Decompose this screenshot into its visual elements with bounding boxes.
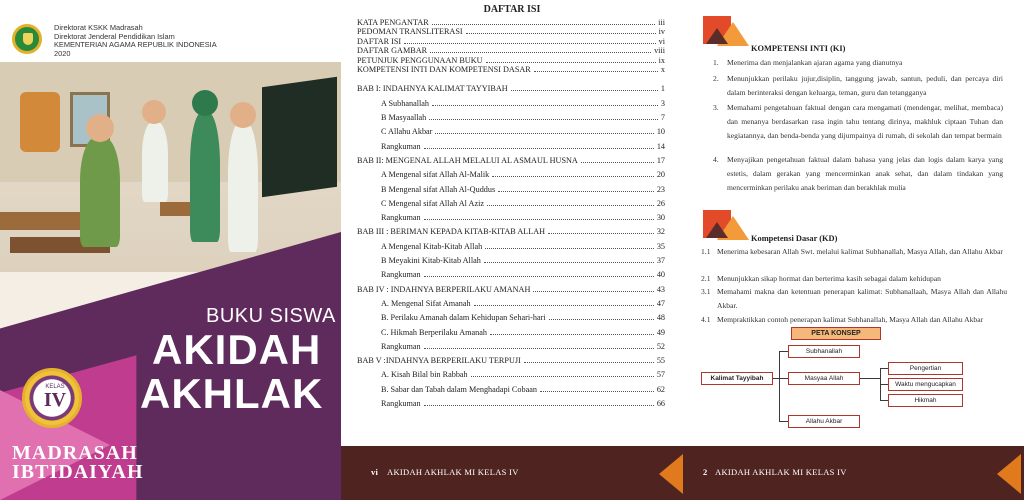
toc-entry-label: A Subhanallah (381, 98, 429, 108)
toc-subentry (381, 267, 665, 279)
toc-entry-label: DAFTAR ISI (357, 36, 402, 46)
toc-subentry (381, 96, 665, 108)
classroom-illustration (0, 62, 341, 272)
toc-entry-label: PEDOMAN TRANSLITERASI (357, 27, 463, 37)
footer-arrow-icon (997, 454, 1021, 494)
toc-entry-page: 62 (656, 384, 665, 394)
ministry-line: 2020 (54, 48, 71, 58)
toc-entry-page: 48 (656, 313, 665, 323)
toc-entry-page: 47 (656, 298, 665, 308)
toc-leader-dots (424, 276, 654, 277)
toc-entry-label: BAB II: MENGENAL ALLAH MELALUI AL ASMAUL HUSNA (357, 155, 578, 165)
toc-leader-dots (540, 391, 654, 392)
book-cover (0, 0, 341, 500)
toc-leader-dots (424, 219, 654, 220)
concept-map-leaf: Pengertian (888, 362, 963, 375)
toc-subentry (381, 396, 665, 408)
competency-page (683, 0, 1024, 500)
toc-entry-page: 49 (656, 327, 665, 337)
toc-subentry (381, 367, 665, 379)
cover-title-line1: AKIDAH (152, 326, 322, 373)
toc-leader-dots (581, 162, 654, 163)
toc-entry-label: Rangkuman (381, 213, 421, 223)
toc-subentry (381, 196, 665, 208)
toc-entry-page: 66 (656, 399, 665, 408)
toc-leader-dots (424, 148, 654, 149)
toc-entry-page: 35 (656, 241, 665, 251)
toc-leader-dots (548, 233, 654, 234)
badge-roman: IV (43, 389, 67, 411)
toc-leader-dots (511, 90, 658, 91)
toc-entry-label: Rangkuman (381, 399, 421, 408)
toc-entry-page: 37 (656, 256, 665, 265)
ki-item: 3. Memahami pengetahuan faktual dengan cara mengamati (mendengar, melihat, membaca) dan menanya berdasarkan rasa ingin tahu tentang dirinya, makhluk ciptaan Tuhan dan kegiatannya, dan benda-benda yang dijumpainya di rumah, di sekolah dan tempat bermain (713, 103, 1003, 141)
ki-item: 4. Menyajikan pengetahuan faktual dalam bahasa yang jelas dan logis dalam karya yang estetis, dalam gerakan yang mencerminkan anak sehat, dan dalam tindakan yang mencerminkan perilaku anak beriman dan berakhlak mulia (713, 155, 1003, 193)
class-badge (22, 368, 82, 428)
concept-map-title: PETA KONSEP (791, 327, 881, 340)
toc-entry-page: 30 (656, 213, 665, 223)
toc-entry-page: 1 (660, 84, 665, 94)
toc-front-entry (357, 62, 665, 74)
toc-leader-dots (534, 71, 658, 72)
kd-heading: Kompetensi Dasar (KD) (751, 234, 838, 243)
toc-entry-label: A. Kisah Bilal bin Rabbah (381, 370, 468, 380)
toc-entry-label: Rangkuman (381, 341, 421, 351)
toc-chapter-entry (357, 353, 665, 365)
toc-entry-page: 52 (656, 341, 665, 351)
toc-chapter-entry (357, 224, 665, 236)
ministry-line: Direktorat Jenderal Pendidikan Islam (54, 31, 175, 41)
kd-item: 1.1 Menerima kebesaran Allah Swt. melalui kalimat Subhanallah, Masya Allah, dan Allahu Akbar (701, 247, 1003, 256)
concept-map-branch: Subhanallah (788, 345, 860, 358)
toc-entry-page: ix (658, 55, 665, 65)
toc-leader-dots (435, 133, 653, 134)
concept-map-branch: Masyaa Allah (788, 372, 860, 385)
toc-entry-label: PETUNJUK PENGGUNAAN BUKU (357, 55, 483, 65)
ministry-emblem-icon (12, 24, 42, 54)
madrasah-line: IBTIDAIYAH (12, 461, 144, 483)
toc-entry-page: 43 (656, 284, 665, 294)
toc-leader-dots (432, 105, 658, 106)
toc-leader-dots (485, 248, 654, 249)
section-icon (703, 210, 749, 240)
toc-footer (341, 446, 683, 500)
concept-map-branch: Allahu Akbar (788, 415, 860, 428)
toc-entry-page: 17 (656, 155, 665, 165)
toc-leader-dots (492, 176, 654, 177)
footer-book-title: AKIDAH AKHLAK MI KELAS IV (387, 467, 519, 477)
toc-subentry (381, 253, 665, 265)
toc-leader-dots (424, 405, 654, 406)
toc-leader-dots (487, 205, 654, 206)
ki-item: 1. Menerima dan menjalankan ajaran agama yang dianutnya (713, 58, 903, 67)
ministry-text (54, 24, 217, 58)
toc-leader-dots (490, 334, 654, 335)
content-footer (683, 446, 1024, 500)
toc-chapter-entry (357, 282, 665, 294)
toc-entry-label: KOMPETENSI INTI DAN KOMPETENSI DASAR (357, 65, 531, 74)
toc-leader-dots (549, 319, 654, 320)
toc-entry-label: C. Hikmah Berperilaku Amanah (381, 327, 487, 337)
toc-entry-label: B. Sabar dan Tabah dalam Menghadapi Cobaan (381, 384, 537, 394)
toc-subentry (381, 239, 665, 251)
toc-subentry (381, 124, 665, 136)
toc-entry-label: Rangkuman (381, 141, 421, 151)
toc-leader-dots (429, 119, 658, 120)
toc-chapter-entry (357, 153, 665, 165)
toc-entry-page: 20 (656, 170, 665, 180)
ministry-line: Direktorat KSKK Madrasah (54, 23, 143, 32)
ministry-line: KEMENTERIAN AGAMA REPUBLIK INDONESIA (54, 40, 217, 50)
toc-leader-dots (484, 262, 654, 263)
footer-arrow-icon (659, 454, 683, 494)
toc-entry-label: C Allahu Akbar (381, 127, 433, 137)
toc-subentry (381, 167, 665, 179)
toc-entry-page: 55 (656, 356, 665, 366)
toc-entry-label: A Mengenal Kitab-Kitab Allah (381, 241, 483, 251)
toc-entry-page: iii (658, 18, 665, 27)
badge-kelas: KELAS (45, 384, 65, 390)
toc-entry-page: 40 (656, 270, 665, 280)
toc-subentry (381, 139, 665, 151)
toc-leader-dots (471, 376, 654, 377)
toc-subentry (381, 110, 665, 122)
toc-subentry (381, 182, 665, 194)
toc-subentry (381, 310, 665, 322)
concept-map-leaf: Hikmah (888, 394, 963, 407)
toc-entry-label: B Meyakini Kitab-Kitab Allah (381, 256, 481, 265)
toc-entry-label: B. Perilaku Amanah dalam Kehidupan Sehari-hari (381, 313, 546, 323)
toc-entry-label: C Mengenal sifat Allah Al Aziz (381, 198, 485, 208)
kd-item: 2.1 Menunjukkan sikap hormat dan berterima kasih sebagai dalam kehidupan (701, 274, 941, 283)
toc-entry-page: 57 (656, 370, 665, 380)
toc-leader-dots (524, 362, 654, 363)
toc-entry-label: DAFTAR GAMBAR (357, 46, 428, 56)
toc-entry-page: 23 (656, 184, 665, 194)
toc-subentry (381, 382, 665, 394)
toc-entry-label: A. Mengenal Sifat Amanah (381, 298, 471, 308)
section-icon (703, 16, 749, 46)
madrasah-label (12, 444, 144, 482)
ki-item: 2. Menunjukkan perilaku jujur,disiplin, tanggung jawab, santun, peduli, dan percaya diri dalam berinteraksi dengan keluarga, teman, guru dan tetangganya (713, 74, 1003, 98)
cover-subtitle: BUKU SISWA (206, 305, 336, 327)
toc-entry-label: Rangkuman (381, 270, 421, 280)
table-of-contents-page (341, 0, 683, 500)
toc-subentry (381, 325, 665, 337)
toc-entry-label: B Masyaallah (381, 113, 427, 122)
toc-entry-page: x (660, 65, 665, 74)
kd-item: 3.1 Memahami makna dan ketentuan penerapan kalimat: Subhanallaah, Masya Allah dan Allahu Akbar. (701, 287, 1007, 311)
toc-leader-dots (533, 291, 653, 292)
concept-map-root: Kalimat Tayyibah (701, 372, 773, 385)
toc-entry-label: KATA PENGANTAR (357, 18, 429, 27)
footer-page-number: 2 (703, 467, 708, 477)
toc-chapter-entry (357, 81, 665, 93)
toc-entry-page: 7 (660, 113, 665, 122)
toc-subentry (381, 210, 665, 222)
toc-entry-label: BAB III : BERIMAN KEPADA KITAB-KITAB ALLAH (357, 227, 546, 237)
cover-header (0, 0, 341, 62)
kd-item: 4.1 Mempraktikkan contoh penerapan kalimat Subhanallah, Masya Allah dan Allahu Akbar (701, 315, 984, 324)
toc-subentry (381, 296, 665, 308)
toc-entry-page: 3 (660, 98, 665, 108)
concept-map-leaf: Waktu mengucapkan (888, 378, 963, 391)
toc-leader-dots (424, 348, 654, 349)
madrasah-line: MADRASAH (12, 442, 138, 464)
toc-leader-dots (474, 305, 654, 306)
toc-entry-label: BAB V :INDAHNYA BERPERILAKU TERPUJI (357, 356, 521, 366)
footer-book-title: AKIDAH AKHLAK MI KELAS IV (715, 467, 847, 477)
toc-subentry (381, 339, 665, 351)
blackboard-illustration (262, 77, 337, 198)
toc-entry-page: 14 (656, 141, 665, 151)
footer-page-number: vi (371, 467, 379, 477)
toc-entry-page: iv (658, 27, 665, 37)
ki-heading: KOMPETENSI INTI (KI) (751, 44, 846, 53)
toc-entry-page: 32 (656, 227, 665, 237)
toc-entry-page: 10 (656, 127, 665, 137)
toc-entry-page: vi (658, 36, 665, 46)
toc-entry-label: BAB IV : INDAHNYA BERPERILAKU AMANAH (357, 284, 531, 294)
toc-entry-label: BAB I: INDAHNYA KALIMAT TAYYIBAH (357, 84, 508, 94)
toc-entry-page: viii (654, 46, 665, 56)
toc-entry-label: A Mengenal sifat Allah Al-Malik (381, 170, 490, 180)
cover-title-line2: AKHLAK (140, 370, 324, 417)
toc-entry-page: 26 (656, 198, 665, 208)
toc-leader-dots (498, 191, 654, 192)
toc-entry-label: B Mengenal sifat Allah Al-Quddus (381, 184, 496, 194)
toc-title: DAFTAR ISI (483, 4, 541, 15)
